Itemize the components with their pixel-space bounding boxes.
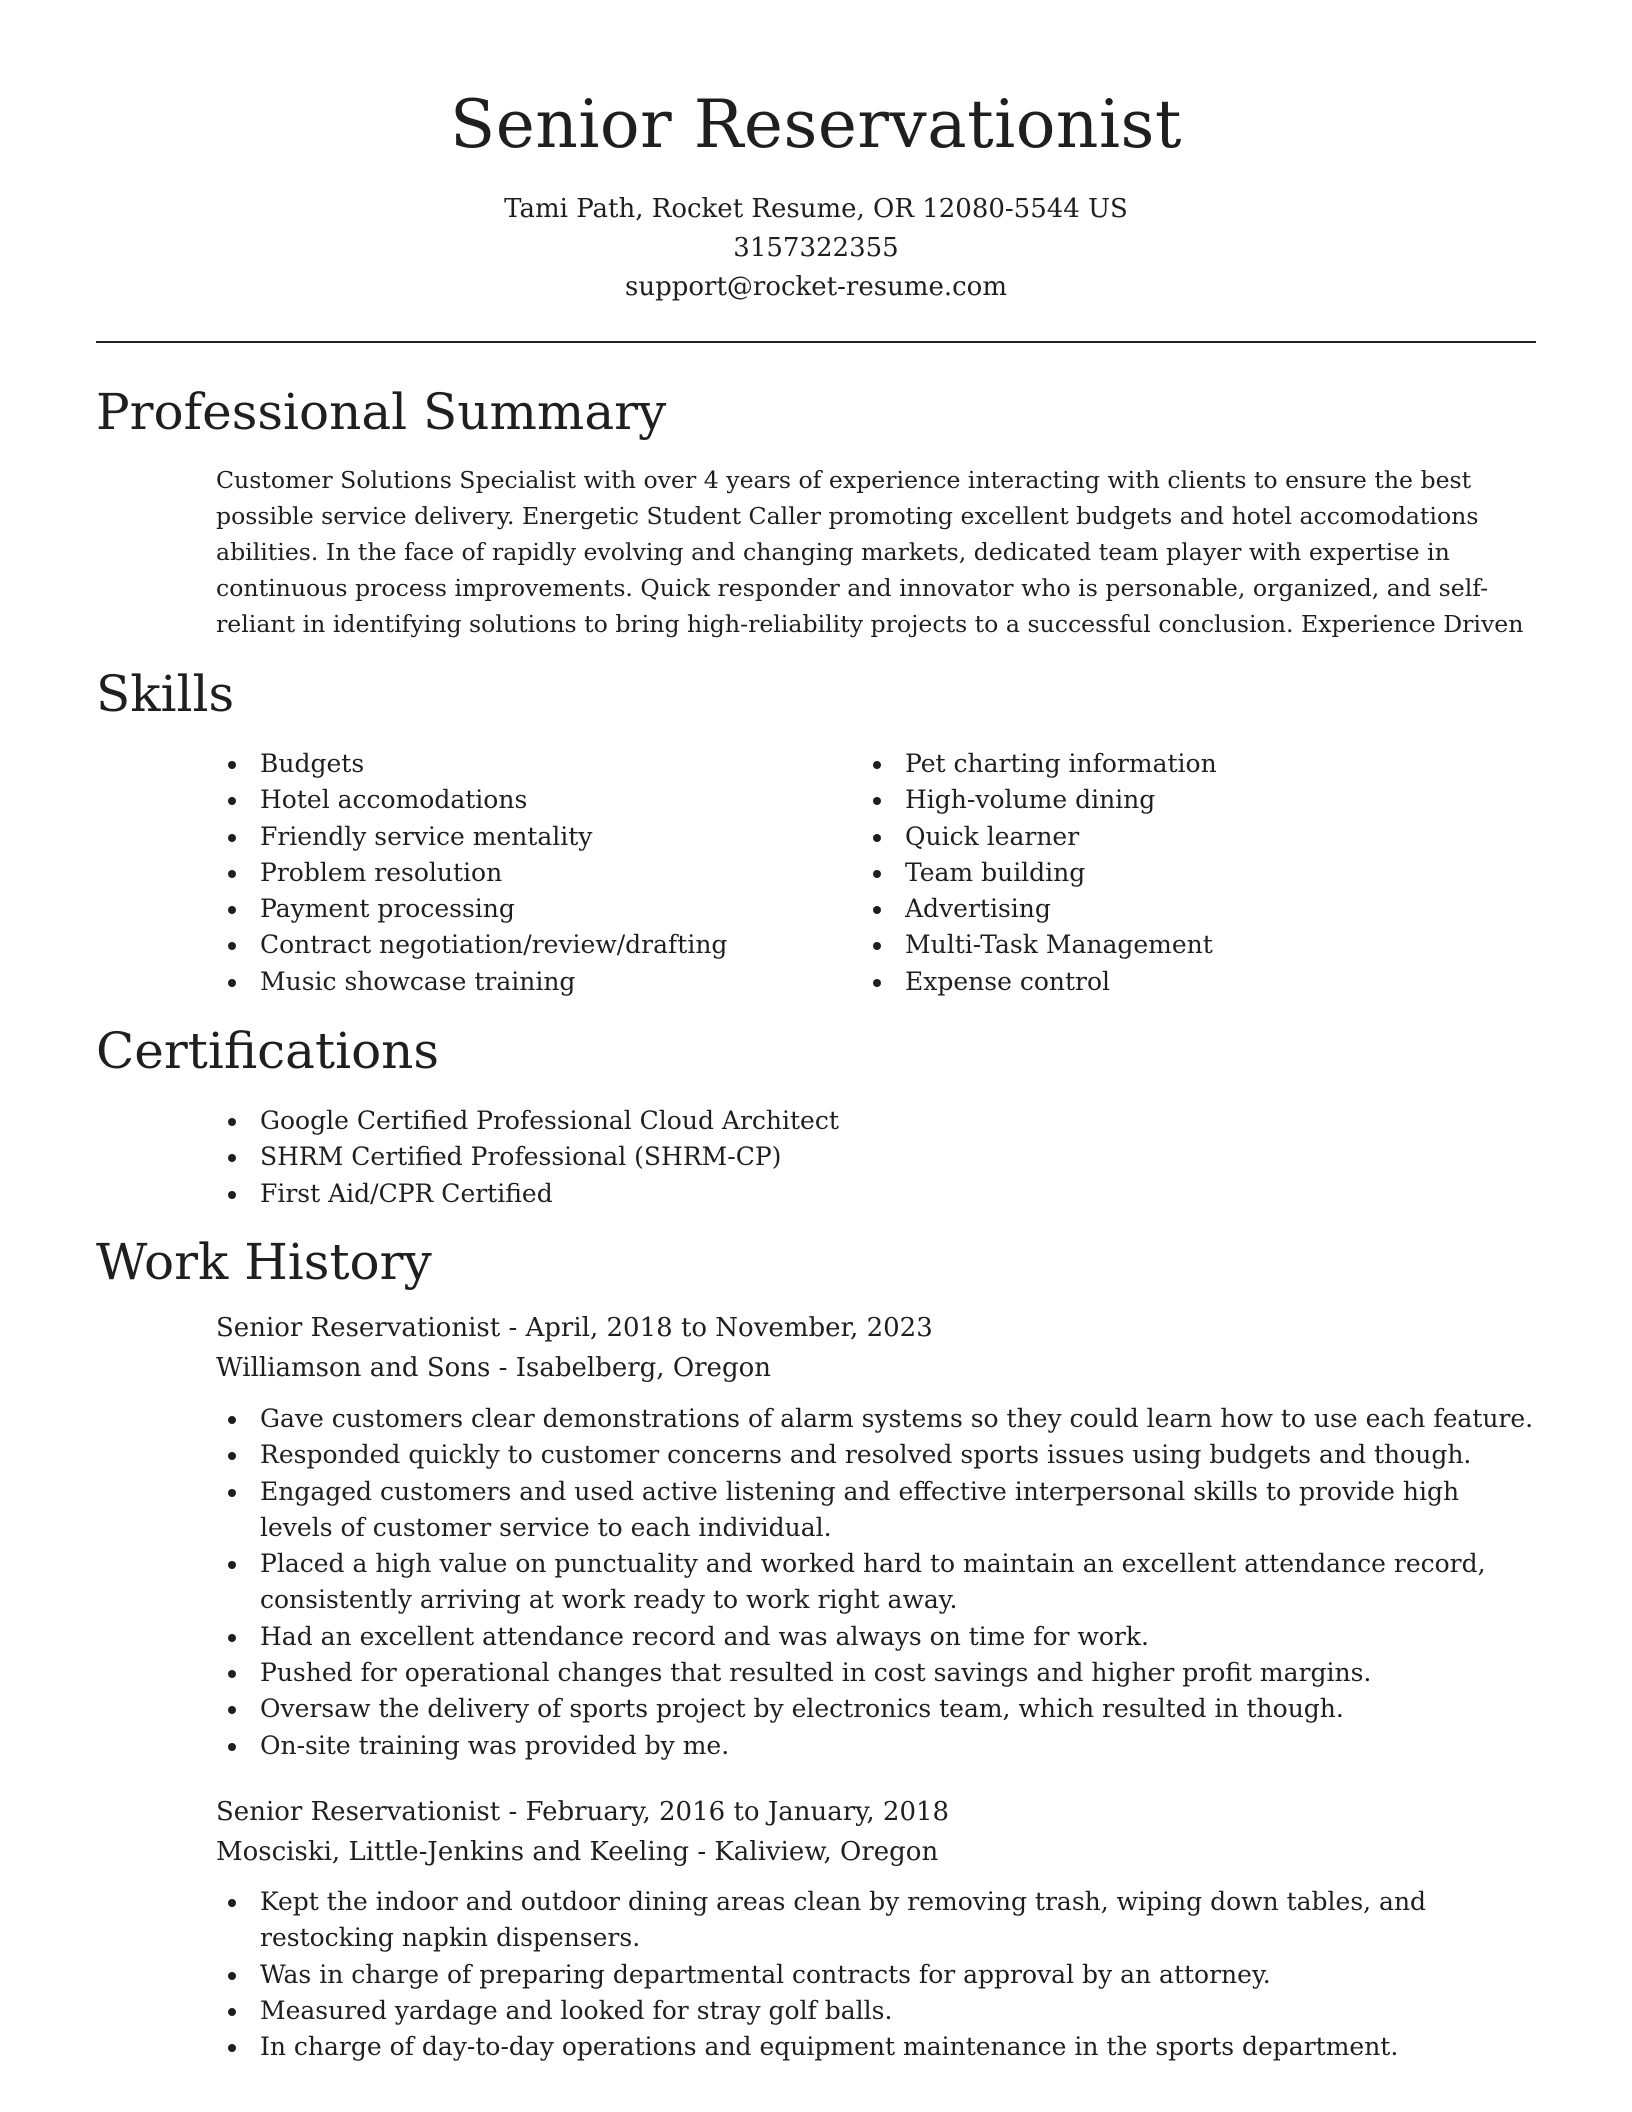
skill-label: Expense control <box>905 966 1111 996</box>
job-duties-list <box>216 1884 1536 2065</box>
bullet-icon <box>228 906 236 914</box>
skill-label: Music showcase training <box>260 966 576 996</box>
resume-title: Senior Reservationist <box>450 86 1182 163</box>
list-item <box>861 927 1217 963</box>
duty-text: Had an excellent attendance record and was always on time for work. <box>260 1621 1149 1651</box>
list-item <box>216 855 727 891</box>
bullet-icon <box>228 1706 236 1714</box>
list-item <box>216 1474 1536 1547</box>
bullet-icon <box>228 2044 236 2052</box>
bullet-icon <box>228 942 236 950</box>
bullet-icon <box>228 1972 236 1980</box>
job-title-line <box>216 1308 933 1348</box>
bullet-icon <box>228 870 236 878</box>
duty-text: Engaged customers and used active listening and effective interpersonal skills to provide high levels of customer service to each individual. <box>260 1476 1460 1542</box>
bullet-icon <box>228 1489 236 1497</box>
bullet-icon <box>228 1899 236 1907</box>
contact-email: support@rocket-resume.com <box>624 272 1007 302</box>
list-item <box>216 782 727 818</box>
list-item <box>216 1103 839 1139</box>
skill-label: High-volume dining <box>905 785 1156 815</box>
bullet-icon <box>228 1154 236 1162</box>
list-item <box>216 891 727 927</box>
list-item <box>216 1139 839 1175</box>
job-location: - Kaliview, Oregon <box>689 1837 939 1867</box>
duty-text: Placed a high value on punctuality and worked hard to maintain an excellent attendance record, consistently arriving at work ready to work right away. <box>260 1549 1486 1615</box>
job-company: Williamson and Sons <box>216 1353 491 1383</box>
list-item <box>216 1884 1536 1957</box>
bullet-icon <box>873 870 881 878</box>
list-item <box>216 1957 1536 1993</box>
bullet-icon <box>228 761 236 769</box>
bullet-icon <box>228 1416 236 1424</box>
list-item <box>861 746 1217 782</box>
job-title: Senior Reservationist <box>216 1797 501 1827</box>
list-item <box>216 746 727 782</box>
skills-list-right <box>861 746 1217 1000</box>
bullet-icon <box>873 906 881 914</box>
certification-label: First Aid/CPR Certified <box>260 1178 553 1208</box>
duty-text: Responded quickly to customer concerns and resolved sports issues using budgets and though. <box>260 1440 1472 1470</box>
bullet-icon <box>228 1191 236 1199</box>
list-item <box>216 2029 1536 2065</box>
section-title-skills: Skills <box>96 665 235 723</box>
skill-label: Contract negotiation/review/drafting <box>260 930 728 960</box>
summary-text: Customer Solutions Specialist with over 4 years of experience interacting with clients to ensure the best possible service delivery. Energetic Student Caller promoting excellent budgets and hotel accomodations abilities. In the face of rapidly evolving and changing markets, dedicated team player with expertise in continuous process improvements. Quick responder and innovator who is personable, organized, and self-reliant in identifying solutions to bring high-reliability projects to a successful conclusion. Experience Driven <box>216 466 1524 638</box>
duty-text: Oversaw the delivery of sports project by electronics team, which resulted in though. <box>260 1694 1344 1724</box>
list-item <box>216 1655 1536 1691</box>
resume-header <box>0 0 1632 307</box>
list-item <box>861 782 1217 818</box>
contact-block <box>0 190 1632 307</box>
contact-address: Tami Path, Rocket Resume, OR 12080-5544 US <box>504 194 1128 224</box>
skill-label: Advertising <box>905 894 1051 924</box>
list-item <box>216 1728 1536 1764</box>
list-item <box>216 1176 839 1212</box>
job-location: - Isabelberg, Oregon <box>490 1353 771 1383</box>
list-item <box>861 855 1217 891</box>
bullet-icon <box>228 1561 236 1569</box>
bullet-icon <box>228 1452 236 1460</box>
section-title-certifications: Certifications <box>96 1022 440 1080</box>
job-title: Senior Reservationist <box>216 1313 501 1343</box>
bullet-icon <box>873 761 881 769</box>
certification-label: Google Certified Professional Cloud Architect <box>260 1106 839 1135</box>
certifications-list <box>216 1103 839 1212</box>
skill-label: Budgets <box>260 749 365 778</box>
header-divider <box>96 341 1536 343</box>
list-item <box>216 927 727 963</box>
skill-label: Quick learner <box>905 821 1080 851</box>
job-company-line <box>216 1832 949 1872</box>
skill-label: Pet charting information <box>905 749 1217 778</box>
skill-label: Team building <box>905 857 1086 887</box>
list-item <box>216 1546 1536 1619</box>
list-item <box>216 1619 1536 1655</box>
skill-label: Hotel accomodations <box>260 785 528 815</box>
bullet-icon <box>228 1670 236 1678</box>
list-item <box>861 964 1217 1000</box>
duty-text: Was in charge of preparing departmental contracts for approval by an attorney. <box>260 1959 1271 1989</box>
duty-text: Gave customers clear demonstrations of alarm systems so they could learn how to use each feature. <box>260 1404 1534 1433</box>
list-item <box>861 819 1217 855</box>
bullet-icon <box>228 1743 236 1751</box>
bullet-icon <box>228 797 236 805</box>
job-company-line <box>216 1348 933 1388</box>
bullet-icon <box>228 1634 236 1642</box>
list-item <box>216 1437 1536 1473</box>
duty-text: In charge of day-to-day operations and equipment maintenance in the sports department. <box>260 2032 1399 2062</box>
duty-text: Measured yardage and looked for stray golf balls. <box>260 1995 893 2025</box>
skill-label: Problem resolution <box>260 857 503 887</box>
bullet-icon <box>228 979 236 987</box>
list-item <box>216 1401 1536 1437</box>
job-duties-list <box>216 1401 1536 1764</box>
job-header <box>216 1308 933 1388</box>
section-title-work-history: Work History <box>96 1233 432 1291</box>
bullet-icon <box>873 942 881 950</box>
bullet-icon <box>228 1118 236 1126</box>
list-item <box>861 891 1217 927</box>
list-item <box>216 819 727 855</box>
job-company: Mosciski, Little-Jenkins and Keeling <box>216 1837 690 1867</box>
duty-text: Kept the indoor and outdoor dining areas clean by removing trash, wiping down tables, and restocking napkin dispensers. <box>260 1887 1427 1953</box>
duty-text: On-site training was provided by me. <box>260 1730 730 1760</box>
list-item <box>216 964 727 1000</box>
contact-phone: 3157322355 <box>733 233 899 263</box>
job-dates: - April, 2018 to November, 2023 <box>500 1313 933 1343</box>
bullet-icon <box>228 834 236 842</box>
section-title-summary: Professional Summary <box>96 383 667 441</box>
skill-label: Multi-Task Management <box>905 930 1213 960</box>
bullet-icon <box>873 979 881 987</box>
bullet-icon <box>873 834 881 842</box>
skills-list-left <box>216 746 727 1000</box>
duty-text: Pushed for operational changes that resulted in cost savings and higher profit margins. <box>260 1658 1372 1688</box>
list-item <box>216 1691 1536 1727</box>
bullet-icon <box>228 2008 236 2016</box>
skill-label: Payment processing <box>260 894 515 924</box>
list-item <box>216 1993 1536 2029</box>
job-title-line <box>216 1792 949 1832</box>
skill-label: Friendly service mentality <box>260 821 593 851</box>
job-header <box>216 1792 949 1872</box>
job-dates: - February, 2016 to January, 2018 <box>500 1797 950 1827</box>
certification-label: SHRM Certified Professional (SHRM-CP) <box>260 1142 782 1172</box>
bullet-icon <box>873 797 881 805</box>
